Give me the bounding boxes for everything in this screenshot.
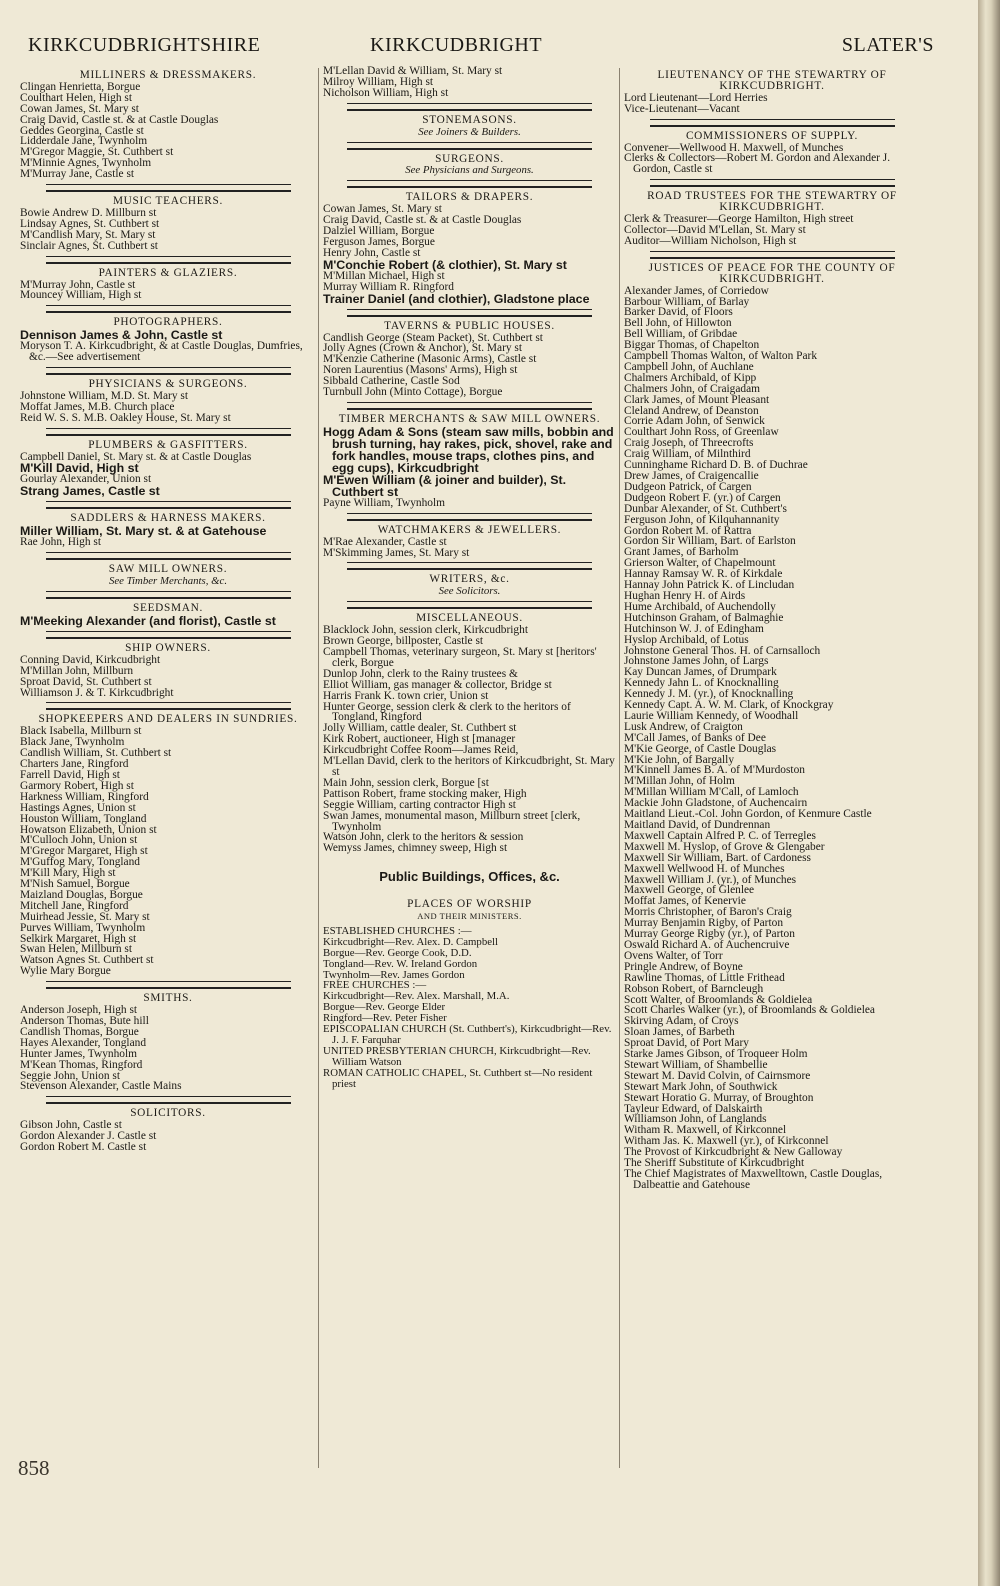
directory-section bbox=[20, 564, 316, 587]
directory-entry: Hastings Agnes, Union st bbox=[20, 801, 136, 814]
directory-entry: Candlish George (Steam Packet), St. Cuthbert st bbox=[323, 331, 543, 344]
section-title: SHIP OWNERS. bbox=[125, 641, 211, 654]
directory-entry: Geddes Georgina, Castle st bbox=[20, 124, 144, 137]
directory-entry: M'Guffog Mary, Tongland bbox=[20, 856, 141, 869]
section-title: ROAD TRUSTEES FOR THE STEWARTRY OF KIRKCUDBRIGHT. bbox=[647, 190, 897, 214]
worship-line: Twynholm—Rev. James Gordon bbox=[323, 968, 465, 981]
directory-entry: Barbour William, of Barlay bbox=[624, 295, 750, 308]
directory-section bbox=[323, 115, 616, 138]
directory-entry: Laurie William Kennedy, of Woodhall bbox=[624, 709, 799, 722]
directory-entry: M'Kill Mary, High st bbox=[20, 867, 116, 880]
section-rule bbox=[46, 428, 291, 436]
directory-entry: Black Isabella, Millburn st bbox=[20, 725, 142, 738]
directory-entry: Clerk & Treasurer—George Hamilton, High street bbox=[624, 213, 854, 226]
directory-entry: Garmory Robert, High st bbox=[20, 779, 134, 792]
directory-entry: Vice-Lieutenant—Vacant bbox=[624, 102, 740, 115]
directory-entry: Maitland Lieut.-Col. John Gordon, of Kenmure Castle bbox=[624, 808, 872, 821]
directory-entry: Cleland Andrew, of Deanston bbox=[624, 404, 759, 417]
directory-entry: M'Millan Michael, High st bbox=[323, 269, 445, 282]
directory-entry: Hunter James, Twynholm bbox=[20, 1047, 137, 1060]
section-rule bbox=[347, 180, 592, 188]
directory-entry: Mackie John Gladstone, of Auchencairn bbox=[624, 797, 808, 810]
directory-entry: Johnstone General Thos. H. of Carnsalloch bbox=[624, 644, 821, 657]
worship-line: ESTABLISHED CHURCHES :— bbox=[323, 924, 472, 937]
section-title: PHOTOGRAPHERS. bbox=[113, 316, 223, 329]
directory-entry: Dennison James & John, Castle st bbox=[20, 328, 223, 343]
directory-entry: Maxwell George, of Glenlee bbox=[624, 884, 755, 897]
section-rule bbox=[650, 179, 895, 187]
directory-entry: Pringle Andrew, of Boyne bbox=[624, 960, 743, 973]
directory-entry: Sloan James, of Barbeth bbox=[624, 1026, 735, 1039]
directory-entry: M'Kill David, High st bbox=[20, 461, 139, 476]
directory-entry: Jolly Agnes (Crown & Anchor), St. Mary st bbox=[323, 342, 523, 355]
directory-entry: Ovens Walter, of Torr bbox=[624, 949, 723, 962]
directory-section bbox=[20, 1108, 316, 1153]
directory-entry: Seggie William, carting contractor High st bbox=[323, 798, 516, 811]
header-publisher: SLATER'S bbox=[841, 34, 934, 56]
directory-entry: Nicholson William, High st bbox=[323, 86, 449, 99]
directory-entry: M'Kean Thomas, Ringford bbox=[20, 1058, 143, 1071]
directory-entry: Cowan James, St. Mary st bbox=[323, 203, 442, 216]
directory-entry: Kennedy Jahn L. of Knocknalling bbox=[624, 677, 779, 690]
section-title: MISCELLANEOUS. bbox=[416, 612, 523, 625]
directory-entry: Watson Agnes St. Cuthbert st bbox=[20, 954, 154, 967]
directory-entry: Lindsay Agnes, St. Cuthbert st bbox=[20, 217, 160, 230]
directory-entry: Blacklock John, session clerk, Kirkcudbright bbox=[323, 624, 528, 637]
directory-entry: Dalziel William, Borgue bbox=[323, 225, 435, 238]
directory-section bbox=[20, 317, 316, 363]
column-2 bbox=[323, 66, 616, 1090]
directory-entry: Rae John, High st bbox=[20, 536, 101, 549]
directory-entry: M'Gregor Maggie, St. Cuthbert st bbox=[20, 146, 174, 159]
directory-entry: Campbell Thomas, veterinary surgeon, St. Mary st [heritors' clerk, Borgue bbox=[323, 646, 600, 669]
directory-entry: Craig David, Castle st. & at Castle Douglas bbox=[323, 214, 522, 227]
directory-entry: Campbell John, of Auchlane bbox=[624, 360, 754, 373]
page-number: 858 bbox=[18, 1456, 50, 1480]
worship-line: ROMAN CATHOLIC CHAPEL, St. Cuthbert st—No resident priest bbox=[323, 1066, 596, 1090]
worship-line: Borgue—Rev. George Elder bbox=[323, 1001, 446, 1014]
directory-entry: Strang James, Castle st bbox=[20, 484, 160, 499]
directory-entry: Gordon Robert M. Castle st bbox=[20, 1141, 147, 1154]
directory-entry: Purves William, Twynholm bbox=[20, 921, 146, 934]
directory-entry: Scott Walter, of Broomlands & Goldielea bbox=[624, 993, 813, 1006]
section-title: SHOPKEEPERS AND DEALERS IN SUNDRIES. bbox=[38, 713, 298, 726]
section-title: LIEUTENANCY OF THE STEWARTRY OF KIRKCUDBRIGHT. bbox=[657, 69, 887, 92]
directory-entry: Grierson Walter, of Chapelmount bbox=[624, 557, 776, 570]
directory-entry: M'Candlish Mary, St. Mary st bbox=[20, 228, 156, 241]
directory-entry: Conning David, Kirkcudbright bbox=[20, 653, 161, 666]
column-1 bbox=[20, 66, 316, 1153]
directory-entry: Maizland Douglas, Borgue bbox=[20, 888, 143, 901]
section-cross-reference: See Joiners & Builders. bbox=[418, 125, 521, 138]
section-rule bbox=[46, 367, 291, 375]
directory-entry: M'Millan William M'Call, of Lamloch bbox=[624, 786, 799, 799]
directory-section bbox=[624, 131, 920, 176]
directory-entry: Mitchell Jane, Ringford bbox=[20, 899, 129, 912]
directory-entry: Main John, session clerk, Borgue [st bbox=[323, 776, 489, 789]
directory-entry: Dunlop John, clerk to the Rainy trustees & bbox=[323, 667, 518, 680]
directory-section bbox=[20, 993, 316, 1092]
header-county: KIRKCUDBRIGHTSHIRE bbox=[28, 34, 261, 56]
directory-entry: Anderson Joseph, High st bbox=[20, 1004, 138, 1017]
directory-entry: Murray William R. Ringford bbox=[323, 280, 454, 293]
directory-entry: M'Lellan David, clerk to the heritors of Kirkcudbright, St. Mary st bbox=[323, 755, 618, 778]
directory-section bbox=[20, 70, 316, 180]
directory-entry: Starke James Gibson, of Troqueer Holm bbox=[624, 1048, 808, 1061]
directory-entry: M'Lellan David & William, St. Mary st bbox=[323, 65, 503, 77]
directory-section bbox=[20, 603, 316, 627]
directory-section bbox=[20, 379, 316, 424]
directory-entry: Gordon Sir William, Bart. of Earlston bbox=[624, 535, 796, 548]
directory-entry: Stewart William, of Shambellie bbox=[624, 1058, 768, 1071]
directory-entry: Biggar Thomas, of Chapelton bbox=[624, 339, 760, 352]
directory-entry: Gourlay Alexander, Union st bbox=[20, 473, 152, 486]
directory-entry: M'Meeking Alexander (and florist), Castle st bbox=[20, 613, 276, 628]
directory-entry: Harris Frank K. town crier, Union st bbox=[323, 689, 489, 702]
directory-entry: Reid W. S. S. M.B. Oakley House, St. Mary st bbox=[20, 411, 231, 424]
directory-entry: Stevenson Alexander, Castle Mains bbox=[20, 1080, 182, 1093]
directory-entry: Cowan James, St. Mary st bbox=[20, 102, 139, 115]
column-divider bbox=[318, 68, 319, 1468]
directory-section bbox=[323, 321, 616, 398]
directory-entry: Hutchinson Graham, of Balmaghie bbox=[624, 611, 784, 624]
directory-entry: Moryson T. A. Kirkcudbright, & at Castle Douglas, Dumfries, &c.—See advertisement bbox=[20, 340, 306, 364]
directory-entry: Coulthart Helen, High st bbox=[20, 91, 132, 104]
directory-section bbox=[624, 191, 920, 247]
directory-entry: M'Gregor Margaret, High st bbox=[20, 845, 148, 858]
directory-entry: Craig David, Castle st. & at Castle Douglas bbox=[20, 113, 219, 126]
directory-entry: Alexander James, of Corriedow bbox=[624, 284, 769, 297]
worship-line: Kirkcudbright—Rev. Alex. D. Campbell bbox=[323, 935, 499, 948]
directory-entry: Maitland David, of Dundrennan bbox=[624, 819, 771, 831]
directory-section bbox=[624, 263, 920, 1191]
directory-entry: Pattison Robert, frame stocking maker, High bbox=[323, 787, 527, 800]
directory-entry: Muirhead Jessie, St. Mary st bbox=[20, 910, 150, 923]
section-title: STONEMASONS. bbox=[422, 113, 517, 126]
directory-entry: Moffat James, M.B. Church place bbox=[20, 400, 175, 413]
directory-entry: Jolly William, cattle dealer, St. Cuthbert st bbox=[323, 722, 517, 735]
directory-entry: Maxwell Wellwood H. of Munches bbox=[624, 862, 785, 875]
worship-line: EPISCOPALIAN CHURCH (St. Cuthbert's), Kirkcudbright—Rev. J. J. F. Farquhar bbox=[323, 1023, 615, 1046]
directory-entry: Dudgeon Patrick, of Cargen bbox=[624, 480, 752, 493]
directory-entry: M'Kinnell James B. A. of M'Murdoston bbox=[624, 764, 805, 777]
section-title: SOLICITORS. bbox=[130, 1107, 206, 1120]
directory-entry: Sinclair Agnes, St. Cuthbert st bbox=[20, 239, 158, 252]
directory-entry: Stewart M. David Colvin, of Cairnsmore bbox=[624, 1069, 811, 1082]
worship-line: Tongland—Rev. W. Ireland Gordon bbox=[323, 957, 478, 970]
section-title: MILLINERS & DRESSMAKERS. bbox=[79, 69, 257, 81]
directory-entry: Lusk Andrew, of Craigton bbox=[624, 720, 743, 733]
directory-entry: Watson John, clerk to the heritors & session bbox=[323, 831, 524, 844]
directory-section bbox=[323, 66, 616, 99]
column-divider bbox=[619, 68, 620, 1468]
directory-section bbox=[323, 154, 616, 177]
directory-section bbox=[624, 70, 920, 115]
section-rule bbox=[46, 184, 291, 192]
directory-entry: Craig William, of Milnthird bbox=[624, 448, 751, 461]
directory-entry: Rawline Thomas, of Little Frithead bbox=[624, 971, 785, 984]
directory-section bbox=[323, 574, 616, 597]
header-town: KIRKCUDBRIGHT bbox=[370, 34, 543, 56]
section-rule bbox=[347, 562, 592, 570]
directory-section bbox=[323, 525, 616, 559]
directory-entry: Swan Helen, Millburn st bbox=[20, 943, 132, 956]
directory-entry: Gordon Alexander J. Castle st bbox=[20, 1130, 157, 1143]
directory-entry: Campbell Thomas Walton, of Walton Park bbox=[624, 350, 818, 363]
directory-entry: Witham R. Maxwell, of Kirkconnel bbox=[624, 1124, 787, 1137]
directory-entry: Witham Jas. K. Maxwell (yr.), of Kirkconnel bbox=[624, 1135, 829, 1148]
directory-entry: Houston William, Tongland bbox=[20, 812, 147, 825]
directory-entry: Elliot William, gas manager & collector, Bridge st bbox=[323, 678, 552, 691]
directory-entry: Bell William, of Gribdae bbox=[624, 328, 738, 341]
directory-entry: Hayes Alexander, Tongland bbox=[20, 1036, 147, 1049]
directory-entry: M'Millan John, of Holm bbox=[624, 775, 735, 788]
directory-entry: Hannay John Patrick K. of Lincludan bbox=[624, 579, 795, 592]
directory-entry: The Chief Magistrates of Maxwelltown, Castle Douglas, Dalbeattie and Gatehouse bbox=[624, 1168, 885, 1191]
directory-entry: Tayleur Edward, of Dalskairth bbox=[624, 1102, 763, 1115]
section-cross-reference: See Physicians and Surgeons. bbox=[405, 164, 534, 177]
worship-title: PLACES OF WORSHIP bbox=[407, 898, 532, 911]
directory-entry: Turnbull John (Minto Cottage), Borgue bbox=[323, 386, 503, 399]
section-title: TAVERNS & PUBLIC HOUSES. bbox=[384, 319, 555, 332]
section-rule bbox=[650, 119, 895, 127]
directory-entry: M'Culloch John, Union st bbox=[20, 834, 138, 847]
directory-entry: Auditor—William Nicholson, High st bbox=[624, 234, 797, 247]
section-rule bbox=[46, 591, 291, 599]
directory-entry: Hannay Ramsay W. R. of Kirkdale bbox=[624, 568, 783, 581]
directory-entry: Craig Joseph, of Threecrofts bbox=[624, 437, 754, 450]
directory-entry: Sproat David, St. Cuthbert st bbox=[20, 675, 152, 688]
section-rule bbox=[347, 513, 592, 521]
directory-entry: Kay Duncan James, of Drumpark bbox=[624, 666, 777, 679]
book-spine bbox=[978, 0, 1000, 1586]
directory-entry: M'Millan John, Millburn bbox=[20, 664, 134, 677]
directory-entry: Johnstone James John, of Largs bbox=[624, 655, 769, 668]
directory-entry: Lord Lieutenant—Lord Herries bbox=[624, 91, 768, 104]
directory-entry: Hume Archibald, of Auchendolly bbox=[624, 600, 776, 613]
directory-entry: Noren Laurentius (Masons' Arms), High st bbox=[323, 364, 518, 377]
directory-section bbox=[20, 643, 316, 699]
directory-entry: Trainer Daniel (and clothier), Gladstone place bbox=[323, 291, 590, 306]
directory-entry: Bell John, of Hillowton bbox=[624, 317, 732, 330]
directory-entry: Wylie Mary Borgue bbox=[20, 965, 111, 978]
directory-entry: M'Skimming James, St. Mary st bbox=[323, 546, 470, 559]
directory-entry: Collector—David M'Lellan, St. Mary st bbox=[624, 223, 806, 236]
section-rule bbox=[46, 981, 291, 989]
section-title: WRITERS, &c. bbox=[429, 573, 510, 586]
directory-entry: Chalmers John, of Craigadam bbox=[624, 382, 761, 395]
directory-entry: The Sheriff Substitute of Kirkcudbright bbox=[624, 1157, 805, 1170]
section-cross-reference: See Solicitors. bbox=[438, 585, 501, 598]
directory-entry: M'Murray Jane, Castle st bbox=[20, 168, 135, 181]
directory-entry: Sproat David, of Port Mary bbox=[624, 1037, 749, 1050]
directory-entry: Maxwell Sir William, Bart. of Cardoness bbox=[624, 851, 811, 864]
directory-entry: M'Nish Samuel, Borgue bbox=[20, 878, 130, 891]
section-rule bbox=[46, 702, 291, 710]
section-rule bbox=[347, 402, 592, 410]
directory-entry: Murray George Rigby (yr.), of Parton bbox=[624, 928, 795, 941]
directory-entry: Howatson Elizabeth, Union st bbox=[20, 823, 157, 836]
directory-entry: Clingan Henrietta, Borgue bbox=[20, 80, 141, 93]
section-title: PHYSICIANS & SURGEONS. bbox=[88, 378, 248, 391]
directory-section bbox=[20, 440, 316, 498]
public-buildings-heading: Public Buildings, Offices, &c. bbox=[379, 869, 560, 885]
directory-entry: M'Conchie Robert (& clothier), St. Mary st bbox=[323, 257, 567, 272]
section-rule bbox=[347, 601, 592, 609]
directory-entry: Bowie Andrew D. Millburn st bbox=[20, 206, 157, 219]
directory-entry: Candlish Thomas, Borgue bbox=[20, 1025, 139, 1038]
directory-section bbox=[20, 513, 316, 548]
directory-entry: Dudgeon Robert F. (yr.) of Cargen bbox=[624, 491, 781, 504]
directory-entry: Maxwell Captain Alfred P. C. of Terregles bbox=[624, 829, 816, 842]
directory-entry: Seggie John, Union st bbox=[20, 1069, 120, 1082]
section-title: SAW MILL OWNERS. bbox=[108, 563, 228, 576]
directory-entry: M'Minnie Agnes, Twynholm bbox=[20, 157, 152, 170]
directory-entry: M'Rae Alexander, Castle st bbox=[323, 535, 447, 548]
directory-entry: M'Kie John, of Bargally bbox=[624, 753, 735, 766]
directory-entry: Hyslop Archibald, of Lotus bbox=[624, 633, 749, 646]
directory-entry: Maxwell M. Hyslop, of Grove & Glengaber bbox=[624, 840, 825, 853]
section-title: TAILORS & DRAPERS. bbox=[405, 191, 534, 204]
directory-section bbox=[20, 268, 316, 302]
worship-line: Kirkcudbright—Rev. Alex. Marshall, M.A. bbox=[323, 990, 510, 1003]
directory-entry: Stewart Mark John, of Southwick bbox=[624, 1080, 778, 1093]
directory-entry: Sibbald Catherine, Castle Sod bbox=[323, 375, 460, 388]
directory-entry: Swan James, monumental mason, Millburn street [clerk, Twynholm bbox=[323, 809, 583, 833]
section-title: SEEDSMAN. bbox=[132, 602, 203, 614]
directory-entry: Charters Jane, Ringford bbox=[20, 758, 129, 771]
directory-section bbox=[323, 414, 616, 509]
directory-entry: M'Call James, of Banks of Dee bbox=[624, 731, 766, 744]
directory-entry: Robson Robert, of Barncleugh bbox=[624, 982, 764, 995]
section-rule bbox=[46, 631, 291, 639]
worship-line: Borgue—Rev. George Cook, D.D. bbox=[323, 946, 472, 959]
directory-section bbox=[20, 196, 316, 252]
section-title: JUSTICES OF PEACE FOR THE COUNTY OF KIRKCUDBRIGHT. bbox=[648, 261, 896, 285]
section-title: SMITHS. bbox=[143, 992, 193, 1005]
directory-entry: Hogg Adam & Sons (steam saw mills, bobbin and brush turning, hay rakes, pick, shovel, rake and fork handles, mouse traps, clothes pins, and egg cups), Kirkcudbright bbox=[323, 424, 618, 475]
section-title: SURGEONS. bbox=[435, 152, 504, 165]
directory-entry: Kirk Robert, auctioneer, High st [manager bbox=[323, 733, 516, 746]
directory-entry: Williamson John, of Langlands bbox=[624, 1113, 767, 1126]
directory-entry: Anderson Thomas, Bute hill bbox=[20, 1015, 149, 1027]
directory-entry: Chalmers Archibald, of Kipp bbox=[624, 371, 757, 384]
section-cross-reference: See Timber Merchants, &c. bbox=[108, 575, 228, 588]
directory-entry: Hutchinson W. J. of Edingham bbox=[624, 622, 764, 635]
directory-entry: Miller William, St. Mary st. & at Gatehouse bbox=[20, 524, 267, 539]
directory-entry: Harkness William, Ringford bbox=[20, 790, 149, 803]
section-rule bbox=[347, 309, 592, 317]
directory-entry: The Provost of Kirkcudbright & New Galloway bbox=[624, 1146, 843, 1159]
directory-entry: Ferguson James, Borgue bbox=[323, 235, 435, 248]
directory-entry: Drew James, of Craigencallie bbox=[624, 470, 759, 482]
section-title: WATCHMAKERS & JEWELLERS. bbox=[377, 523, 562, 536]
directory-entry: Johnstone William, M.D. St. Mary st bbox=[20, 389, 188, 402]
directory-entry: M'Kie George, of Castle Douglas bbox=[624, 742, 777, 755]
directory-entry: M'Kenzie Catherine (Masonic Arms), Castle st bbox=[323, 353, 537, 366]
section-rule bbox=[347, 103, 592, 111]
directory-entry: M'Murray John, Castle st bbox=[20, 278, 136, 291]
directory-entry: Scott Charles Walker (yr.), of Broomlands & Goldielea bbox=[624, 1004, 875, 1017]
worship-line: FREE CHURCHES :— bbox=[323, 979, 427, 992]
directory-entry: Cunninghame Richard D. B. of Duchrae bbox=[624, 459, 808, 472]
directory-entry: Campbell Daniel, St. Mary st. & at Castle Douglas bbox=[20, 450, 252, 463]
directory-entry: Moffat James, of Kenervie bbox=[624, 895, 746, 908]
section-title: COMMISSIONERS OF SUPPLY. bbox=[685, 129, 859, 142]
directory-entry: Skirving Adam, of Croys bbox=[624, 1015, 739, 1028]
directory-entry: Black Jane, Twynholm bbox=[20, 736, 125, 749]
directory-entry: Convener—Wellwood H. Maxwell, of Munches bbox=[624, 141, 844, 154]
directory-entry: Clerks & Collectors—Robert M. Gordon and Alexander J. Gordon, Castle st bbox=[624, 152, 893, 176]
directory-entry: Coulthart John Ross, of Greenlaw bbox=[624, 426, 779, 439]
directory-entry: Henry John, Castle st bbox=[323, 246, 421, 259]
directory-entry: Barker David, of Floors bbox=[624, 306, 733, 319]
directory-entry: Gibson John, Castle st bbox=[20, 1119, 122, 1132]
directory-entry: Lidderdale Jane, Twynholm bbox=[20, 135, 148, 148]
directory-section bbox=[20, 714, 316, 977]
directory-entry: Payne William, Twynholm bbox=[323, 496, 446, 509]
directory-entry: Hughan Henry H. of Airds bbox=[624, 589, 746, 602]
directory-section bbox=[323, 613, 616, 854]
section-title: TIMBER MERCHANTS & SAW MILL OWNERS. bbox=[338, 412, 601, 425]
directory-entry: Gordon Robert M. of Rattra bbox=[624, 524, 752, 537]
section-rule bbox=[46, 501, 291, 509]
directory-entry: Stewart Horatio G. Murray, of Broughton bbox=[624, 1091, 814, 1104]
directory-entry: Ferguson John, of Kilquhannanity bbox=[624, 513, 780, 526]
section-rule bbox=[46, 1096, 291, 1104]
directory-entry: Kennedy J. M. (yr.), of Knocknalling bbox=[624, 688, 794, 701]
directory-entry: Kennedy Capt. A. W. M. Clark, of Knockgray bbox=[624, 699, 834, 712]
column-3 bbox=[624, 66, 920, 1191]
directory-entry: Dunbar Alexander, of St. Cuthbert's bbox=[624, 502, 787, 515]
worship-subtitle: AND THEIR MINISTERS. bbox=[417, 911, 522, 922]
directory-entry: Oswald Richard A. of Auchencruive bbox=[624, 938, 790, 951]
section-rule bbox=[46, 256, 291, 264]
section-title: PAINTERS & GLAZIERS. bbox=[98, 266, 238, 279]
directory-entry: Williamson J. & T. Kirkcudbright bbox=[20, 686, 174, 699]
worship-line: Ringford—Rev. Peter Fisher bbox=[323, 1012, 447, 1025]
directory-section bbox=[323, 192, 616, 304]
directory-entry: M'Ewen William (& joiner and builder), St. Cuthbert st bbox=[323, 472, 570, 499]
directory-entry: Kirkcudbright Coffee Room—James Reid, bbox=[323, 744, 519, 757]
directory-entry: Brown George, billposter, Castle st bbox=[323, 635, 484, 648]
running-header bbox=[28, 34, 934, 60]
section-rule bbox=[46, 552, 291, 560]
directory-entry: Mouncey William, High st bbox=[20, 289, 142, 302]
directory-entry: Murray Benjamin Rigby, of Parton bbox=[624, 917, 784, 930]
section-title: MUSIC TEACHERS. bbox=[112, 195, 224, 208]
section-rule bbox=[650, 251, 895, 259]
directory-entry: Grant James, of Barholm bbox=[624, 546, 739, 559]
section-rule bbox=[347, 142, 592, 150]
directory-entry: Wemyss James, chimney sweep, High st bbox=[323, 842, 508, 855]
directory-entry: Farrell David, High st bbox=[20, 768, 120, 781]
directory-entry: Clark James, of Mount Pleasant bbox=[624, 393, 770, 406]
worship-line: UNITED PRESBYTERIAN CHURCH, Kirkcudbright—Rev. William Watson bbox=[323, 1044, 594, 1068]
directory-entry: Morris Christopher, of Baron's Craig bbox=[624, 906, 792, 919]
section-title: SADDLERS & HARNESS MAKERS. bbox=[70, 512, 266, 525]
section-rule bbox=[46, 305, 291, 313]
directory-entry: Selkirk Margaret, High st bbox=[20, 932, 137, 945]
directory-entry: Milroy William, High st bbox=[323, 75, 434, 88]
directory-entry: Maxwell William J. (yr.), of Munches bbox=[624, 873, 797, 886]
directory-entry: Corrie Adam John, of Senwick bbox=[624, 415, 765, 428]
directory-entry: Hunter George, session clerk & clerk to the heritors of Tongland, Ringford bbox=[323, 700, 574, 724]
section-title: PLUMBERS & GASFITTERS. bbox=[88, 438, 248, 451]
directory-entry: Candlish William, St. Cuthbert st bbox=[20, 747, 172, 760]
